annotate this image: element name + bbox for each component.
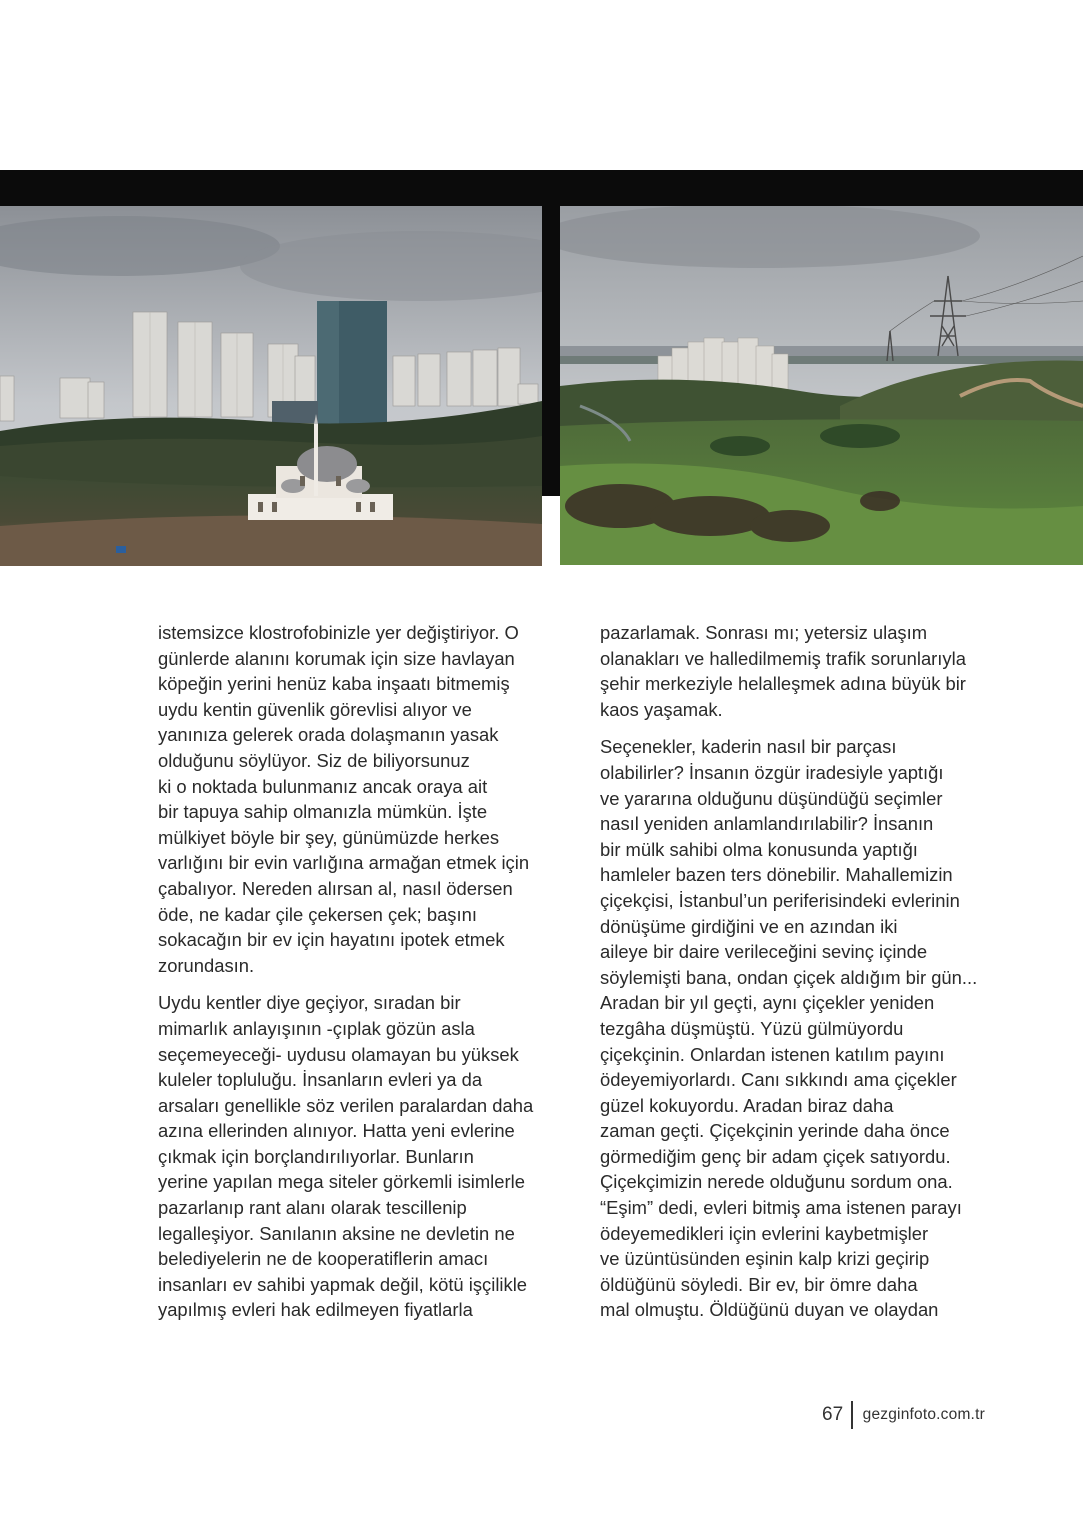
text-line: pazarlamak. Sonrası mı; yetersiz ulaşım (600, 622, 928, 643)
text-line: pazarlanıp rant alanı olarak tescillenip (158, 1197, 467, 1219)
right-text-column (600, 620, 1010, 1335)
website-link[interactable]: gezginfoto.com.tr (862, 1406, 985, 1423)
footer-divider (851, 1401, 853, 1429)
paragraph (600, 734, 1010, 1323)
left-text-column (158, 620, 568, 1335)
text-line: bir mülk sahibi olma konusunda yaptığı (600, 838, 918, 860)
text-line: çabalıyor. Nereden alırsan al, nasıl ödersen (158, 877, 513, 899)
text-line: güzel kokuyordu. Aradan biraz daha (600, 1094, 894, 1116)
text-line: köpeğin yerini henüz kaba inşaatı bitmemiş (158, 673, 510, 695)
photo-landscape-pylons (560, 206, 1083, 565)
text-line: görmediğim genç bir adam çiçek satıyordu. (600, 1145, 951, 1167)
text-line: bir tapuya sahip olmanızla mümkün. İşte (158, 801, 488, 823)
paragraph (158, 990, 568, 1323)
text-line: Seçenekler, kaderin nasıl bir parçası (600, 736, 897, 758)
text-line: azına ellerinden alınıyor. Hatta yeni evlerine (158, 1120, 515, 1142)
text-line: dönüşüme girdiğini ve en azından iki (600, 915, 898, 937)
text-line: Aradan bir yıl geçti, aynı çiçekler yeniden (600, 992, 935, 1014)
text-line: kuleler topluluğu. İnsanların evleri ya da (158, 1069, 483, 1091)
text-line: sokacağın bir ev için hayatını ipotek etmek (158, 929, 505, 951)
text-line: legalleşiyor. Sanılanın aksine ne devletin ne (158, 1222, 515, 1244)
text-line: olanakları ve halledilmemiş trafik sorunlarıyla (600, 647, 966, 669)
text-line: zaman geçti. Çiçekçinin yerinde daha önce (600, 1120, 950, 1142)
page-number: 67 (822, 1404, 844, 1425)
text-line: mimarlık anlayışının -çıplak gözün asla (158, 1017, 475, 1039)
text-line: “Eşim” dedi, evleri bitmiş ama istenen parayı (600, 1197, 962, 1219)
text-line: kaos yaşamak. (600, 698, 723, 720)
text-line: zorundasın. (158, 954, 255, 976)
text-line: arsaları genellikle söz verilen paralardan daha (158, 1094, 534, 1116)
text-line: mülkiyet böyle bir şey, günümüzde herkes (158, 826, 500, 848)
paragraph (158, 620, 568, 978)
page-footer (822, 1400, 985, 1430)
text-line: Çiçekçimizin nerede olduğunu sordum ona. (600, 1171, 953, 1193)
photo-towers-mosque (0, 206, 542, 566)
text-line: ve üzüntüsünden eşinin kalp krizi geçirip (600, 1248, 930, 1270)
text-line: Uydu kentler diye geçiyor, sıradan bir (158, 992, 461, 1014)
text-line: çiçekçisi, İstanbul’un periferisindeki evlerinin (600, 889, 960, 911)
text-line: seçemeyeceği- uydusu olamayan bu yüksek (158, 1043, 519, 1065)
text-line: hamleler bazen ters dönebilir. Mahallemizin (600, 864, 953, 886)
text-line: öldüğünü söyledi. Bir ev, bir ömre daha (600, 1273, 918, 1295)
text-line: olabilirler? İnsanın özgür iradesiyle yaptığı (600, 761, 944, 783)
text-line: şehir merkeziyle helalleşmek adına büyük bir (600, 673, 966, 695)
text-line: mal olmuştu. Öldüğünü duyan ve olaydan (600, 1299, 939, 1321)
photo-divider (542, 206, 560, 496)
text-line: yapılmış evleri hak edilmeyen fiyatlarla (158, 1299, 473, 1321)
text-line: ve yararına olduğunu düşündüğü seçimler (600, 787, 943, 809)
top-black-bar (0, 170, 1083, 206)
text-line: ödeyemiyorlardı. Canı sıkkındı ama çiçekler (600, 1069, 957, 1091)
text-line: uydu kentin güvenlik görevlisi alıyor ve (158, 698, 472, 720)
text-line: insanları ev sahibi yapmak değil, kötü işçilikle (158, 1273, 528, 1295)
text-line: varlığını bir evin varlığına armağan etmek için (158, 852, 530, 874)
text-line: yanınıza gelerek orada dolaşmanın yasak (158, 724, 499, 746)
text-line: günlerde alanını korumak için size havlayan (158, 647, 515, 669)
text-line: aileye bir daire verileceğini sevinç içinde (600, 941, 928, 963)
text-line: öde, ne kadar çile çekersen çek; başını (158, 903, 477, 925)
text-line: çiçekçinin. Onlardan istenen katılım payını (600, 1043, 945, 1065)
text-line: ödeyemedikleri için evlerini kaybetmişler (600, 1222, 929, 1244)
text-line: olduğunu söylüyor. Siz de biliyorsunuz (158, 749, 470, 771)
text-line: belediyelerin ne de kooperatiflerin amacı (158, 1248, 489, 1270)
text-line: söylemişti bana, ondan çiçek aldığım bir gün... (600, 966, 978, 988)
text-line: çıkmak için borçlandırılıyorlar. Bunların (158, 1145, 474, 1167)
text-line: tezgâha düşmüştü. Yüzü gülmüyordu (600, 1017, 904, 1039)
paragraph (600, 620, 1010, 722)
text-line: istemsizce klostrofobinizle yer değiştiriyor. O (158, 622, 519, 643)
text-line: yerine yapılan mega siteler görkemli isimlerle (158, 1171, 525, 1193)
text-line: nasıl yeniden anlamlandırılabilir? İnsanın (600, 813, 934, 835)
text-line: ki o noktada bulunmanız ancak oraya ait (158, 775, 488, 797)
